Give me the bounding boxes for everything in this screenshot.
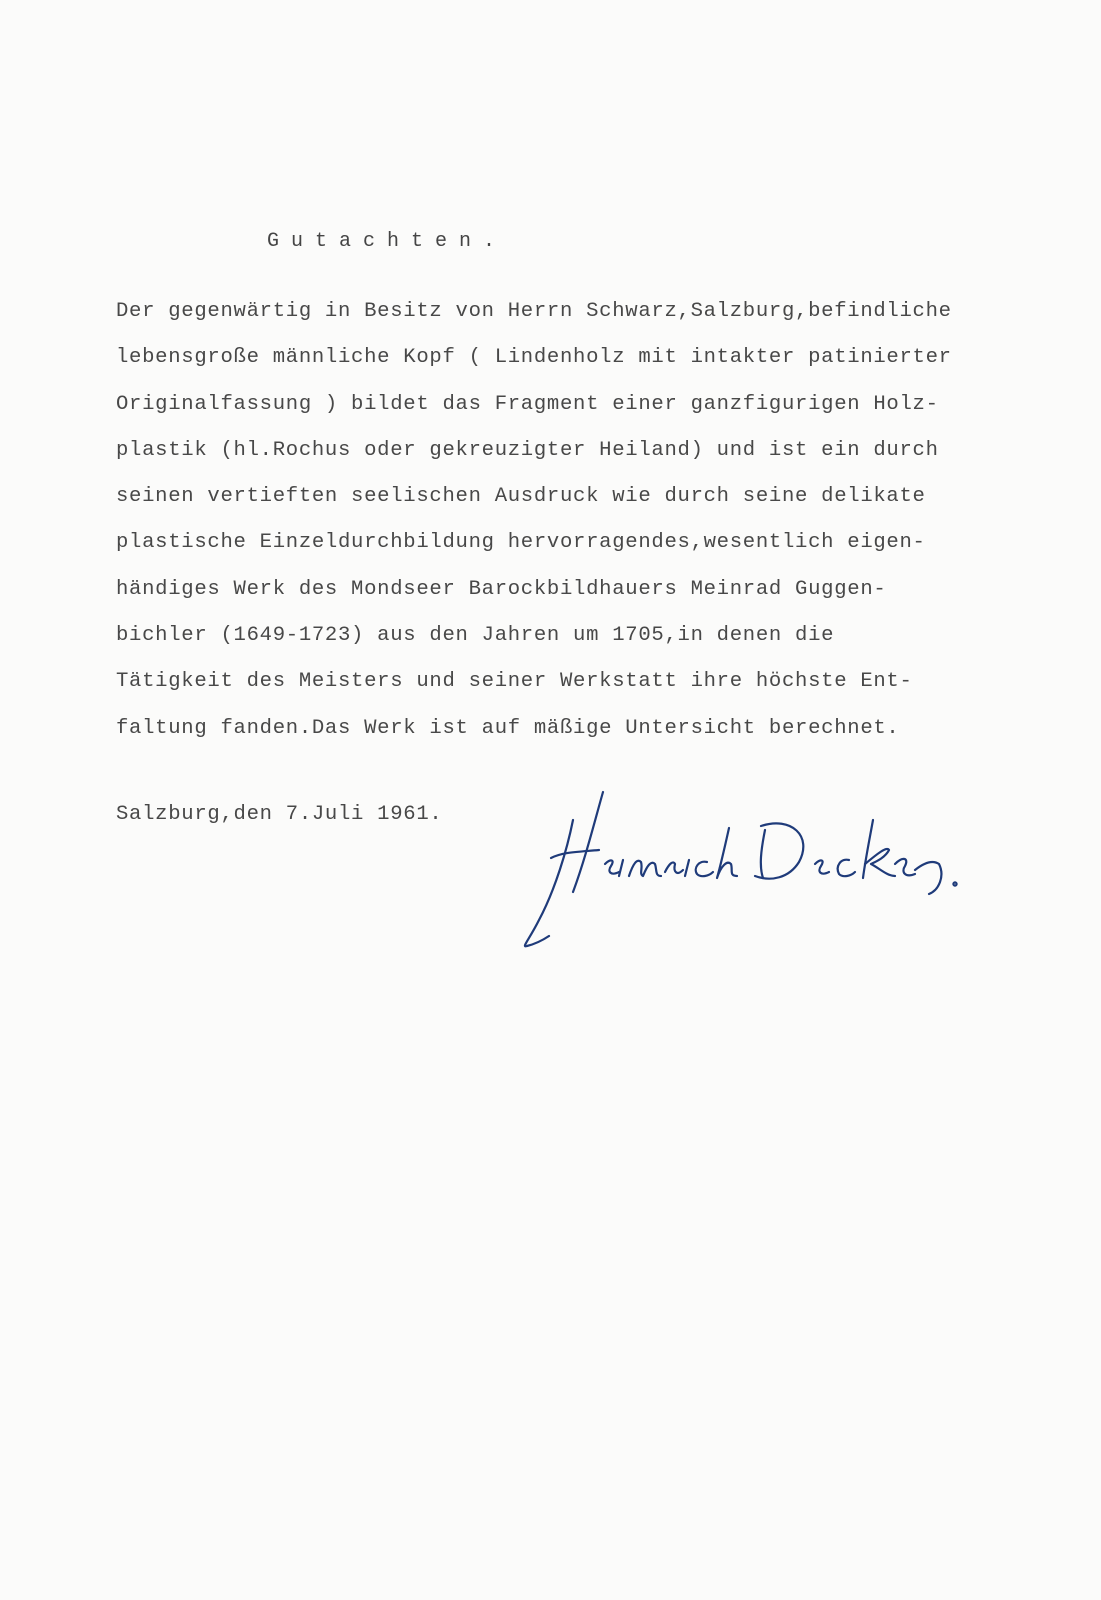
place-date-line: Salzburg,den 7.Juli 1961. [116, 803, 443, 826]
body-line: lebensgroße männliche Kopf ( Lindenholz mit intakter patinierter [116, 346, 952, 370]
body-line: plastik (hl.Rochus oder gekreuzigter Heiland) und ist ein durch [116, 438, 939, 462]
body-line: seinen vertieften seelischen Ausdruck wie durch seine delikate [116, 485, 926, 509]
body-line: Der gegenwärtig in Besitz von Herrn Schwarz,Salzburg,befindliche [116, 300, 952, 323]
body-line: plastische Einzeldurchbildung hervorragendes,wesentlich eigen- [116, 531, 926, 555]
body-line: händiges Werk des Mondseer Barockbildhauers Meinrad Guggen- [116, 577, 887, 601]
body-line: Tätigkeit des Meisters und seiner Werkstatt ihre höchste Ent- [116, 670, 913, 694]
handwritten-signature [515, 780, 965, 960]
body-line: faltung fanden.Das Werk ist auf mäßige Untersicht berechnet. [116, 716, 900, 740]
body-line: bichler (1649-1723) aus den Jahren um 1705,in denen die [116, 624, 835, 648]
document-body [116, 296, 1046, 759]
document-title: Gutachten. [267, 230, 508, 253]
body-line: Originalfassung ) bildet das Fragment einer ganzfigurigen Holz- [116, 392, 939, 416]
